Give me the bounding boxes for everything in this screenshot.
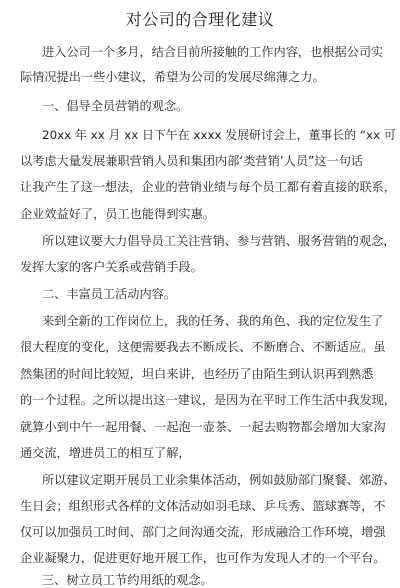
section-heading: 一、倡导全员营销的观念。 <box>42 99 189 113</box>
paragraph-line: 企业效益好了，员工也能得到实惠。 <box>20 207 215 221</box>
paragraph-line: 以考虑大量发展兼职营销人员和集团内部‘类营销’人员”这一句话 <box>20 154 364 168</box>
paragraph-line: 然集团的时间比较短，坦白来讲，也经历了由陌生到认识再到熟悉 <box>20 367 374 381</box>
paragraph-line: 际情况提出一些小建议，希望为公司的发展尽绵薄之力。 <box>20 70 325 84</box>
paragraph-line: 来到全新的工作岗位上，我的任务、我的角色、我的定位发生了 <box>42 314 384 328</box>
paragraph-line: 通交流，增进员工的相互了解， <box>20 446 191 460</box>
paragraph-line: 进入公司一个多月，结合目前所接触的工作内容，也根据公司实 <box>42 45 384 59</box>
paragraph-line: 的一个过程。之所以提出这一建议，是因为在平时工作生活中我发现， <box>20 393 396 407</box>
paragraph-line: 发挥大家的客户关系或营销手段。 <box>20 260 203 274</box>
paragraph-line: 就算小到中午一起用餐、一起泡一壶茶、一起去购物都会增加大家沟 <box>20 420 386 434</box>
paragraph-line: 所以建议定期开展员工业余集体活动，例如鼓励部门聚餐、郊游、 <box>42 473 396 487</box>
paragraph-line: 仅可以加强员工时间、部门之间沟通交流，形成融洽工作环境，增强 <box>20 525 386 539</box>
paragraph-line: 生日会；组织形式各样的文体活动如羽毛球、乒乓秀、篮球赛等，不 <box>20 499 386 513</box>
paragraph-line: 很大程度的变化，这便需要我去不断成长、不断磨合、不断适应。虽 <box>20 340 386 354</box>
paragraph-line: 企业凝聚力，促进更好地开展工作，也可作为发现人才的一个平台。 <box>20 551 386 565</box>
paragraph-line: 20xx 年 xx 月 xx 日下午在 xxxx 发展研讨会上，董事长的 “xx 可 <box>42 128 396 142</box>
section-heading: 二、丰富员工活动内容。 <box>42 287 177 301</box>
section-heading: 三、树立员工节约用纸的观念。 <box>42 573 213 587</box>
paragraph-line: 让我产生了这一想法，企业的营销业绩与每个员工都有着直接的联系， <box>20 180 396 194</box>
paragraph-line: 所以建议要大力倡导员工关注营销、参与营销、服务营销的观念， <box>42 234 396 248</box>
document-title: 对公司的合理化建议 <box>125 10 275 29</box>
